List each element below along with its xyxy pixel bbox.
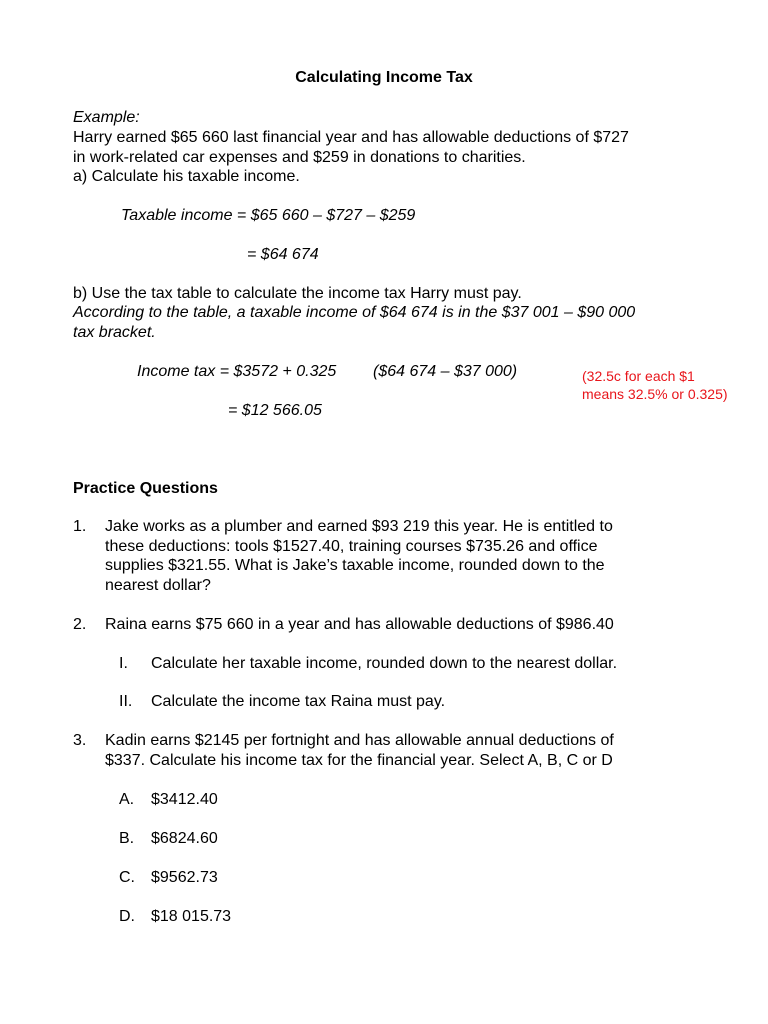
question-2-sub1-text: Calculate her taxable income, rounded down to the nearest dollar. xyxy=(151,655,618,672)
question-2-number: 2. xyxy=(73,616,87,633)
page-title: Calculating Income Tax xyxy=(295,69,473,86)
question-1-line1: Jake works as a plumber and earned $93 219 this year. He is entitled to xyxy=(105,518,613,535)
question-2-sub2-number: II. xyxy=(119,693,133,710)
option-c-letter: C. xyxy=(119,869,135,886)
option-d-letter: D. xyxy=(119,908,135,925)
question-3-line1: Kadin earns $2145 per fortnight and has allowable annual deductions of xyxy=(105,732,614,749)
option-b-letter: B. xyxy=(119,830,135,847)
question-1-line2: these deductions: tools $1527.40, training courses $735.26 and office xyxy=(105,538,598,555)
rate-note-line1: (32.5c for each $1 xyxy=(582,368,695,384)
taxable-income-equation: Taxable income = $65 660 – $727 – $259 xyxy=(121,207,416,224)
tax-bracket-line1: According to the table, a taxable income of $64 674 is in the $37 001 – $90 000 xyxy=(73,304,636,321)
option-c-value: $9562.73 xyxy=(151,869,218,886)
option-a-letter: A. xyxy=(119,791,135,808)
example-intro-line1: Harry earned $65 660 last financial year and has allowable deductions of $727 xyxy=(73,129,629,146)
question-1-line4: nearest dollar? xyxy=(105,577,211,594)
example-intro-line2: in work-related car expenses and $259 in donations to charities. xyxy=(73,149,526,166)
option-b-value: $6824.60 xyxy=(151,830,218,847)
rate-note-line2: means 32.5% or 0.325) xyxy=(582,386,728,402)
example-heading: Example: xyxy=(73,109,140,126)
example-part-a: a) Calculate his taxable income. xyxy=(73,168,300,185)
option-a-value: $3412.40 xyxy=(151,791,218,808)
question-3-line2: $337. Calculate his income tax for the financial year. Select A, B, C or D xyxy=(105,752,613,769)
question-2-sub2-text: Calculate the income tax Raina must pay. xyxy=(151,693,446,710)
practice-heading: Practice Questions xyxy=(73,480,218,497)
option-d-value: $18 015.73 xyxy=(151,908,232,925)
income-tax-equation-left: Income tax = $3572 + 0.325 xyxy=(137,363,337,380)
income-tax-result: = $12 566.05 xyxy=(228,402,322,419)
question-2-sub1-number: I. xyxy=(119,655,128,672)
question-2-text: Raina earns $75 660 in a year and has allowable deductions of $986.40 xyxy=(105,616,614,633)
taxable-income-result: = $64 674 xyxy=(247,246,319,263)
example-part-b: b) Use the tax table to calculate the income tax Harry must pay. xyxy=(73,285,522,302)
question-3-number: 3. xyxy=(73,732,87,749)
income-tax-equation-right: ($64 674 – $37 000) xyxy=(373,363,518,380)
tax-bracket-line2: tax bracket. xyxy=(73,324,156,341)
question-1-number: 1. xyxy=(73,518,87,535)
question-1-line3: supplies $321.55. What is Jake’s taxable income, rounded down to the xyxy=(105,557,605,574)
